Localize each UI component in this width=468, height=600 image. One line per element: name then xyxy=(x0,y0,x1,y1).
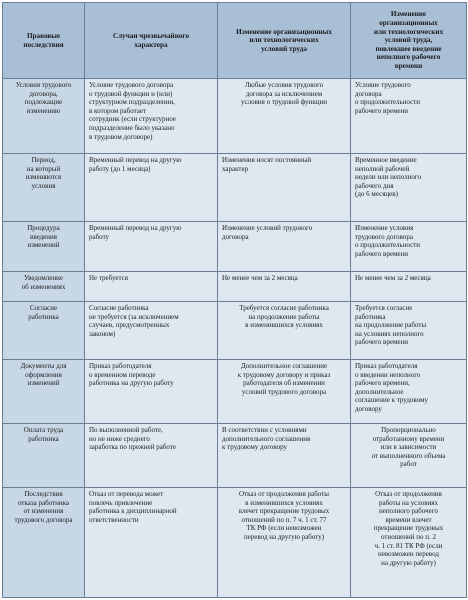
table-row xyxy=(3,154,467,222)
header-legal-consequences: Правовые последствия xyxy=(3,3,85,79)
comparison-table xyxy=(2,2,467,598)
table-cell: Любые условия трудового договора за исключением условия о трудовой функции xyxy=(218,79,351,154)
table-row xyxy=(3,79,467,154)
row-label: Оплата труда работника xyxy=(3,424,85,488)
table-cell: Приказ работодателя о временном переводе работника на другую работу xyxy=(85,360,218,424)
table-cell: Условие трудового договора о трудовой функции и (или) структурном подразделении, в котором работает сотрудник (если структурное подразделение было указано в трудовом договоре) xyxy=(85,79,218,154)
table-cell: Не требуется xyxy=(85,272,218,302)
table-row xyxy=(3,488,467,598)
table-cell: Не менее чем за 2 месяца xyxy=(351,272,467,302)
header-part-time-change: Изменение организационных или технологических условий труда, повлекшее введение неполного рабочего времени xyxy=(351,3,467,79)
row-label: Последствия отказа работника от изменения трудового договора xyxy=(3,488,85,598)
table-cell: Изменение условия трудового договора о продолжительности рабочего времени xyxy=(351,222,467,272)
table-cell: Изменения носят постоянный характер xyxy=(218,154,351,222)
row-label: Уведомление об изменениях xyxy=(3,272,85,302)
table-row xyxy=(3,424,467,488)
table-cell: Пропорционально отработанному времени или в зависимости от выполненного объема работ xyxy=(351,424,467,488)
table-cell: Отказ от перевода может повлечь привлечение работника к дисциплинарной ответственности xyxy=(85,488,218,598)
row-label: Документы для оформления изменений xyxy=(3,360,85,424)
header-emergency-cases: Случаи чрезвычайного характера xyxy=(85,3,218,79)
table-cell: Временный перевод на другую работу (до 1 месяца) xyxy=(85,154,218,222)
table-cell: Не менее чем за 2 месяца xyxy=(218,272,351,302)
table-row xyxy=(3,302,467,360)
table-cell: Отказ от продолжения работы на условиях неполного рабочего времени влечет прекращение трудовых отношений по п. 2 ч. 1 ст. 81 ТК РФ (если невозможен перевод на другую работу) xyxy=(351,488,467,598)
table-cell: Временный перевод на другую работу xyxy=(85,222,218,272)
table-row xyxy=(3,222,467,272)
table-cell: Временное введение неполной рабочей недели или неполного рабочего дня (до 6 месяцев) xyxy=(351,154,467,222)
table-cell: Изменение условий трудового договора xyxy=(218,222,351,272)
row-label: Условия трудового договора, подлежащие изменению xyxy=(3,79,85,154)
row-label: Период, на который изменяются условия xyxy=(3,154,85,222)
header-row xyxy=(3,3,467,79)
table-cell: Требуется согласие работника на продолжение работы на условиях неполного рабочего времени xyxy=(351,302,467,360)
table-row xyxy=(3,272,467,302)
table-cell: По выполненной работе, но не ниже среднего заработка по прежней работе xyxy=(85,424,218,488)
table-cell: Условие трудового договора о продолжительности рабочего времени xyxy=(351,79,467,154)
table-cell: Дополнительное соглашение к трудовому договору и приказ работодателя об изменении условий трудового договора xyxy=(218,360,351,424)
header-organizational-change: Изменение организационных или технологических условий труда xyxy=(218,3,351,79)
table-cell: Отказ от продолжения работы в изменившихся условиях влечет прекращение трудовых отношений по п. 7 ч. 1 ст. 77 ТК РФ (если невозможен перевод на другую работу) xyxy=(218,488,351,598)
row-label: Процедура введения изменений xyxy=(3,222,85,272)
row-label: Согласие работника xyxy=(3,302,85,360)
table-cell: Согласие работника не требуется (за исключением случаев, предусмотренных законом) xyxy=(85,302,218,360)
table-cell: Требуется согласие работника на продолжение работы в изменившихся условиях xyxy=(218,302,351,360)
table-cell: Приказ работодателя о введении неполного рабочего времени, дополнительное соглашение к трудовому договору xyxy=(351,360,467,424)
table-row xyxy=(3,360,467,424)
table-cell: В соответствии с условиями дополнительного соглашения к трудовому договору xyxy=(218,424,351,488)
